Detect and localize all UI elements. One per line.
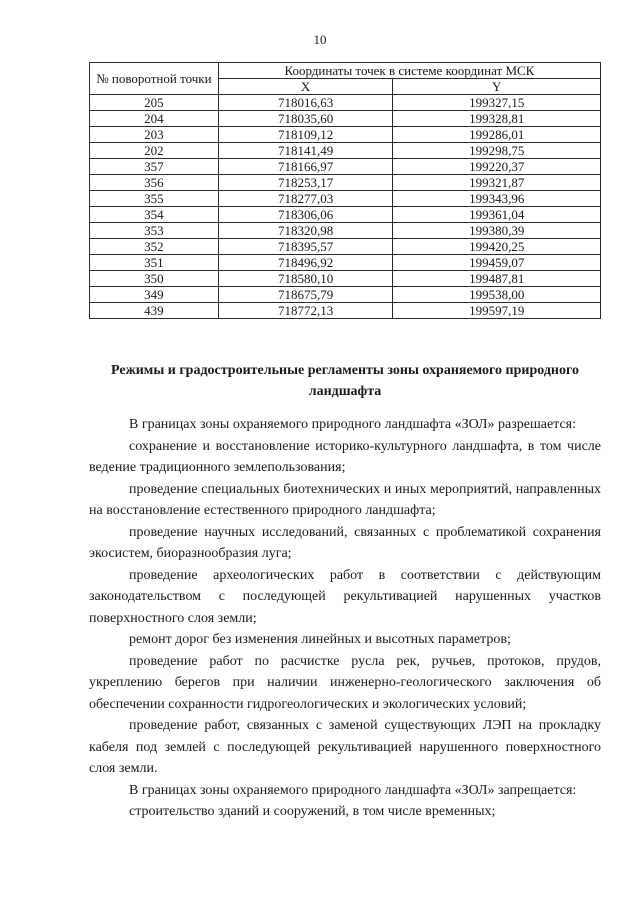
cell-y: 199597,19	[393, 303, 601, 319]
table-row	[90, 175, 601, 191]
cell-point: 204	[90, 111, 219, 127]
cell-x: 718306,06	[218, 207, 393, 223]
cell-x: 718395,57	[218, 239, 393, 255]
paragraph: В границах зоны охраняемого природного ландшафта «ЗОЛ» разрешается:	[129, 417, 576, 432]
paragraph: сохранение и восстановление историко-культурного ландшафта, в том числе ведение традиционного землепользования;	[89, 438, 601, 475]
coordinates-table	[89, 62, 601, 319]
cell-point: 205	[90, 95, 219, 111]
cell-point: 203	[90, 127, 219, 143]
table-row	[90, 239, 601, 255]
cell-x: 718035,60	[218, 111, 393, 127]
table-row	[90, 191, 601, 207]
paragraph: В границах зоны охраняемого природного ландшафта «ЗОЛ» запрещается:	[129, 782, 577, 798]
body-text	[89, 414, 601, 823]
cell-x: 718109,12	[218, 127, 393, 143]
cell-point: 354	[90, 207, 219, 223]
header-coordinates: Координаты точек в системе координат МСК	[218, 63, 600, 79]
paragraph: проведение работ, связанных с заменой существующих ЛЭП на прокладку кабеля под землей с последующей рекультивацией нарушенного поверхностного слоя земли.	[89, 718, 601, 776]
cell-y: 199220,37	[393, 159, 601, 175]
cell-point: 349	[90, 287, 219, 303]
cell-y: 199321,87	[393, 175, 601, 191]
cell-y: 199328,81	[393, 111, 601, 127]
header-x: X	[218, 79, 393, 95]
cell-y: 199361,04	[393, 207, 601, 223]
cell-y: 199327,15	[393, 95, 601, 111]
cell-point: 351	[90, 255, 219, 271]
paragraph: ремонт дорог без изменения линейных и высотных параметров;	[129, 632, 511, 647]
table-row	[90, 207, 601, 223]
cell-x: 718772,13	[218, 303, 393, 319]
paragraph: строительство зданий и сооружений, в том числе временных;	[129, 804, 496, 819]
table-row	[90, 159, 601, 175]
cell-x: 718141,49	[218, 143, 393, 159]
table-row	[90, 271, 601, 287]
cell-point: 355	[90, 191, 219, 207]
cell-y: 199343,96	[393, 191, 601, 207]
paragraph: проведение научных исследований, связанных с проблематикой сохранения экосистем, биоразнообразия луга;	[89, 524, 601, 561]
cell-point: 202	[90, 143, 219, 159]
table-row	[90, 303, 601, 319]
table-row	[90, 223, 601, 239]
cell-y: 199459,07	[393, 255, 601, 271]
cell-point: 357	[90, 159, 219, 175]
cell-y: 199286,01	[393, 127, 601, 143]
cell-x: 718016,63	[218, 95, 393, 111]
paragraph: проведение специальных биотехнических и иных мероприятий, направленных на восстановление естественного природного ландшафта;	[89, 481, 601, 518]
cell-point: 350	[90, 271, 219, 287]
cell-point: 353	[90, 223, 219, 239]
table-row	[90, 95, 601, 111]
page-number: 10	[313, 32, 327, 47]
table-body	[90, 95, 601, 319]
cell-y: 199538,00	[393, 287, 601, 303]
cell-y: 199380,39	[393, 223, 601, 239]
table-row	[90, 127, 601, 143]
section-heading: Режимы и градостроительные регламенты зоны охраняемого природного ландшафта	[110, 363, 579, 399]
cell-y: 199298,75	[393, 143, 601, 159]
header-y: Y	[393, 79, 601, 95]
table-row	[90, 143, 601, 159]
cell-x: 718277,03	[218, 191, 393, 207]
cell-point: 356	[90, 175, 219, 191]
cell-y: 199420,25	[393, 239, 601, 255]
cell-point: 439	[90, 303, 219, 319]
cell-y: 199487,81	[393, 271, 601, 287]
cell-point: 352	[90, 239, 219, 255]
paragraph: проведение работ по расчистке русла рек, ручьев, протоков, прудов, укреплению берегов при наличии инженерно-геологического заключения об обеспечении сохранности гидрогеологических и экологических условий;	[89, 653, 601, 712]
table-row	[90, 255, 601, 271]
table-row	[90, 287, 601, 303]
cell-x: 718253,17	[218, 175, 393, 191]
cell-x: 718496,92	[218, 255, 393, 271]
header-point-number: № поворотной точки	[90, 63, 219, 95]
cell-x: 718320,98	[218, 223, 393, 239]
paragraph: проведение археологических работ в соответствии с действующим законодательством с последующей рекультивацией нарушенных участков поверхностного слоя земли;	[89, 567, 601, 626]
table-row	[90, 111, 601, 127]
cell-x: 718166,97	[218, 159, 393, 175]
cell-x: 718580,10	[218, 271, 393, 287]
cell-x: 718675,79	[218, 287, 393, 303]
